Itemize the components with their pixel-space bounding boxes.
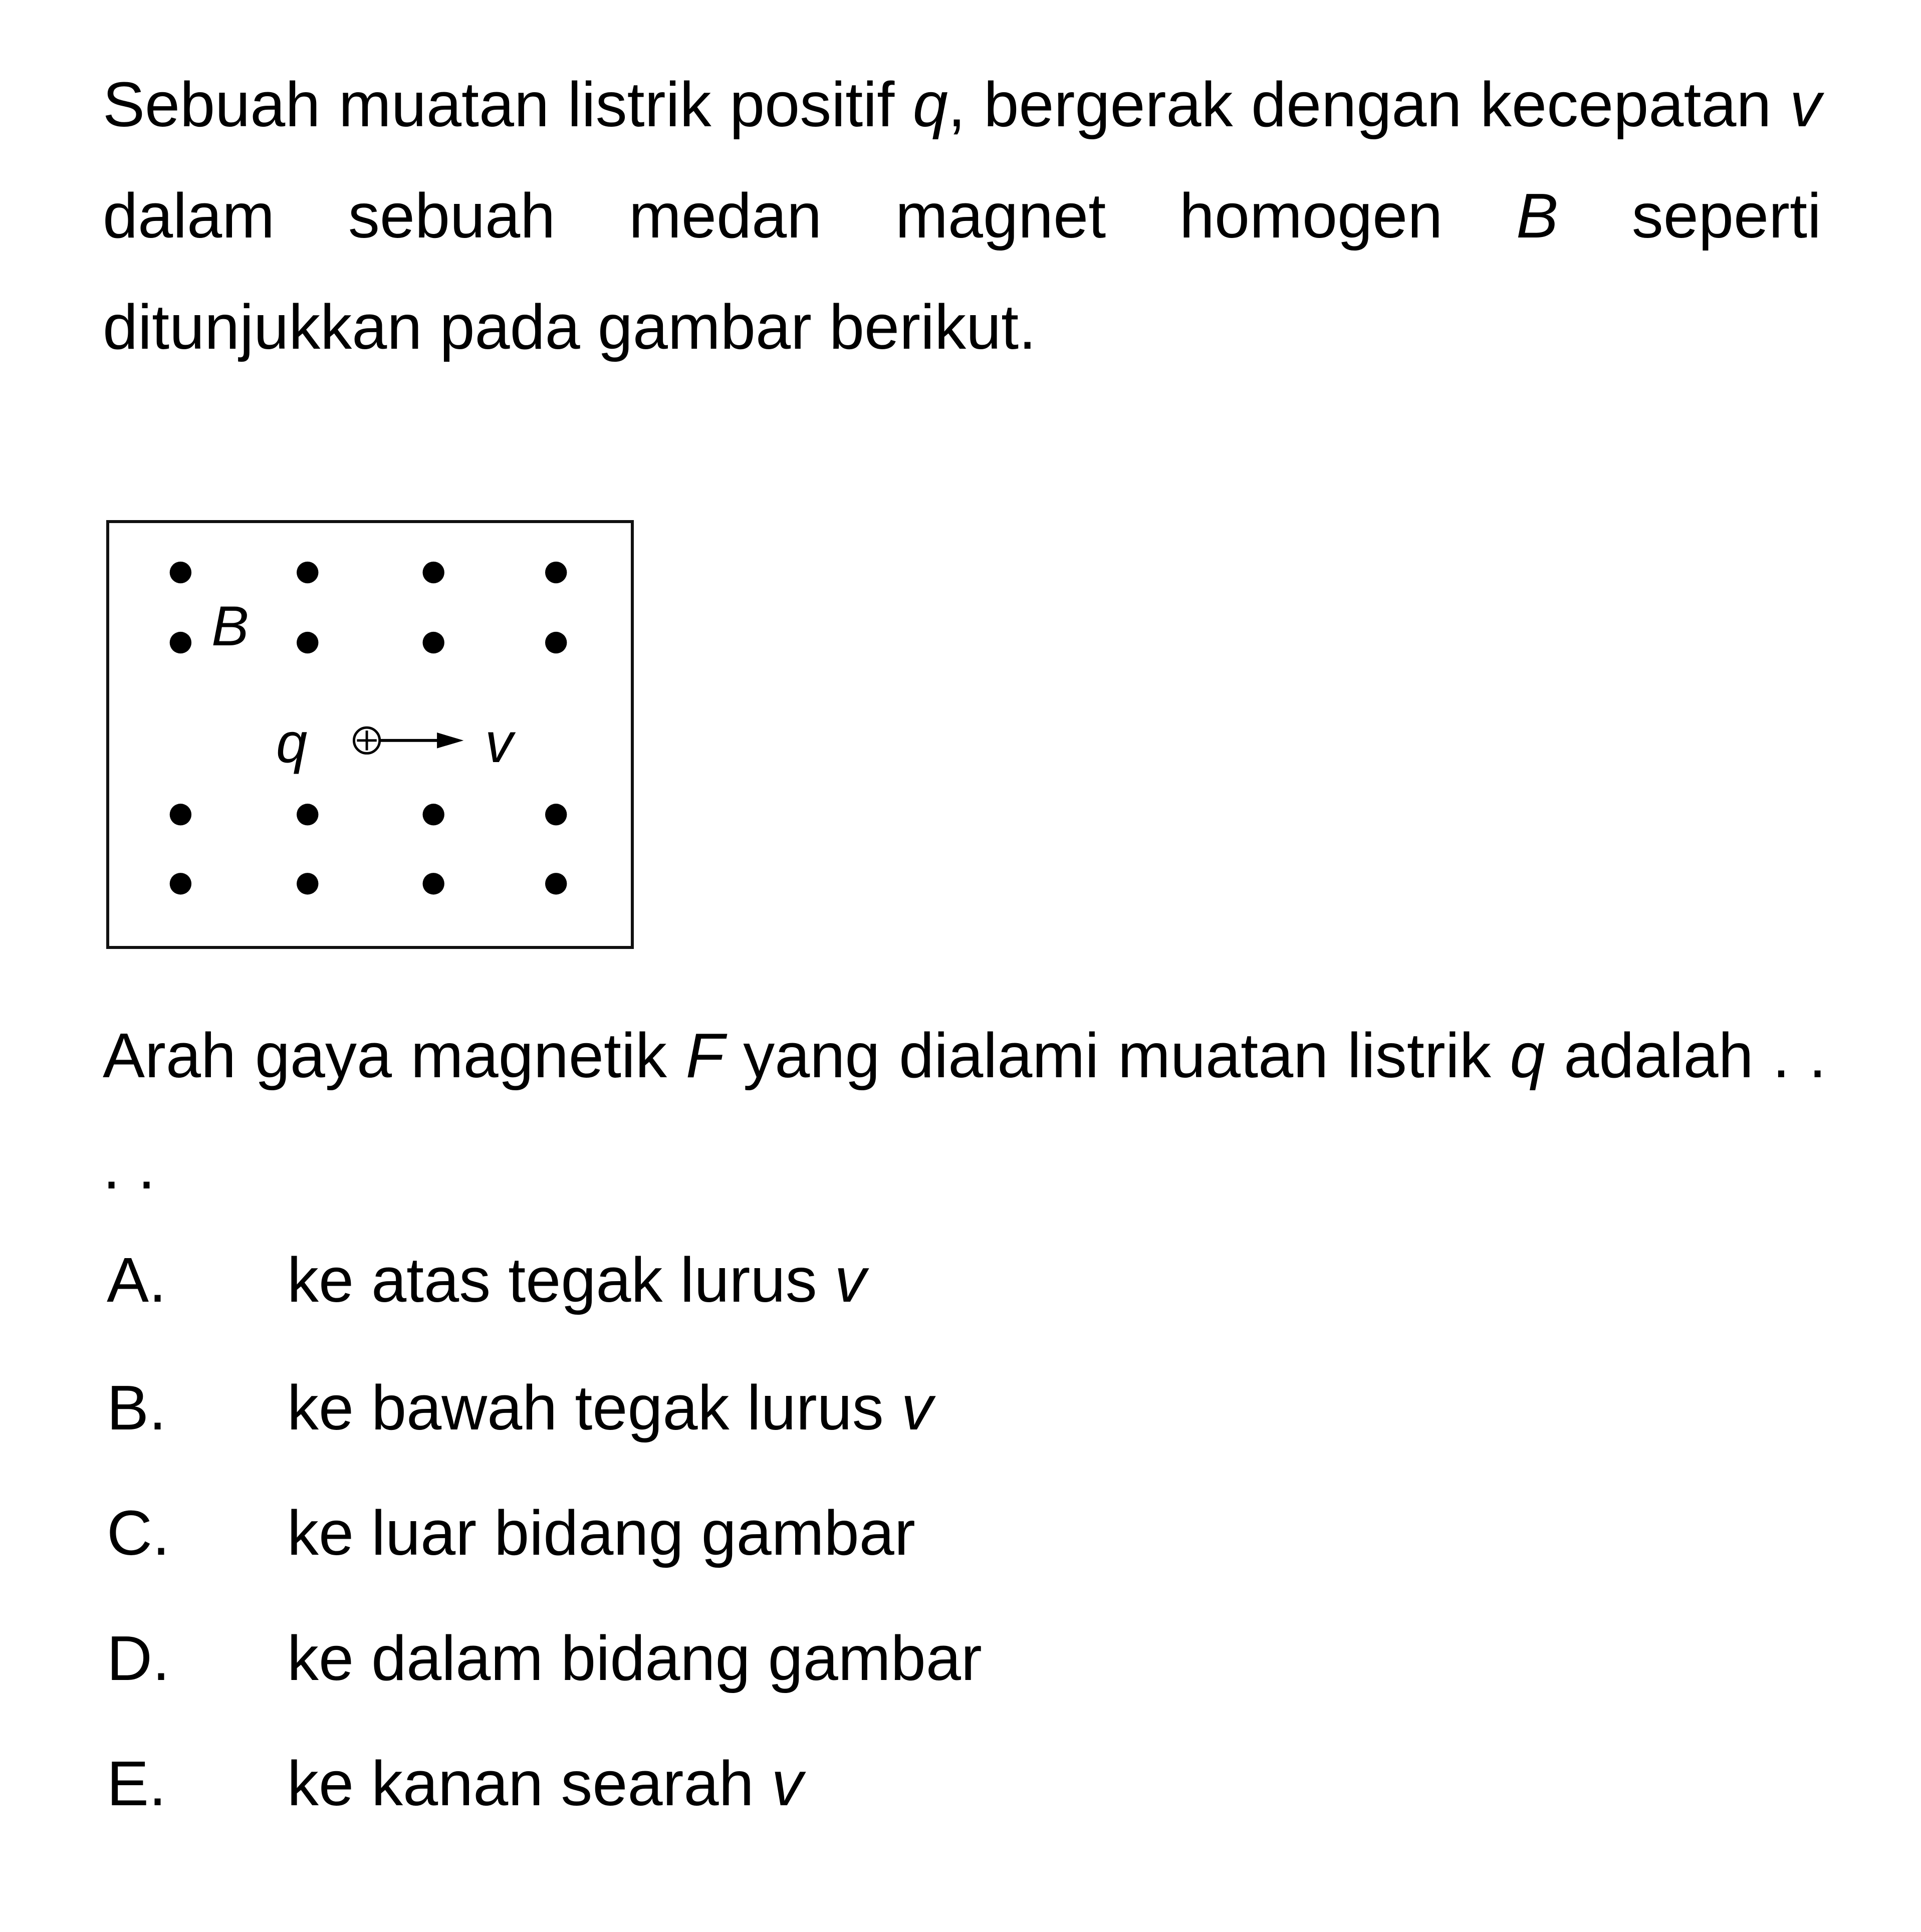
intro-text-4: seperti ditunjukkan pada gambar berikut. [103, 180, 1821, 362]
field-dot [297, 632, 318, 653]
question-text-3: adalah . . . . [103, 1020, 1827, 1202]
charge-symbol: q [1510, 1020, 1545, 1091]
question-text-1: Arah gaya magnetik [103, 1020, 686, 1091]
option-text: ke atas tegak lurus [287, 1245, 835, 1315]
field-dot [545, 632, 567, 653]
field-dot [170, 873, 191, 894]
answer-option-a[interactable] [107, 1230, 866, 1330]
field-label: B [211, 595, 249, 657]
option-variable: v [834, 1245, 866, 1315]
intro-text-1: Sebuah muatan listrik positif [103, 69, 913, 140]
force-symbol: F [685, 1020, 725, 1091]
intro-text-2: , bergerak dengan kecepatan [947, 69, 1790, 140]
option-letter: E. [107, 1748, 167, 1819]
answer-option-c[interactable] [107, 1483, 915, 1583]
field-symbol: B [1516, 180, 1559, 251]
field-dot [170, 632, 191, 653]
field-dot [423, 804, 444, 825]
field-dot [545, 804, 567, 825]
option-text: ke luar bidang gambar [287, 1498, 915, 1568]
question-text [103, 1000, 1826, 1223]
velocity-symbol: v [1790, 69, 1821, 140]
field-diagram [109, 523, 631, 946]
field-dot [423, 632, 444, 653]
option-text: ke dalam bidang gambar [287, 1623, 982, 1694]
field-dot [297, 873, 318, 894]
velocity-arrow-head [437, 733, 463, 749]
question-text-2: yang dialami muatan listrik [724, 1020, 1510, 1091]
field-dot [423, 873, 444, 894]
option-letter: B. [107, 1372, 167, 1443]
field-dot [297, 804, 318, 825]
velocity-label: v [485, 711, 513, 774]
option-letter: D. [107, 1623, 170, 1694]
field-dot [170, 562, 191, 583]
answer-option-d[interactable] [107, 1608, 982, 1709]
field-dot [423, 562, 444, 583]
field-dot [297, 562, 318, 583]
option-variable: v [901, 1372, 933, 1443]
charge-label: q [276, 711, 308, 774]
answer-option-e[interactable] [107, 1734, 803, 1834]
field-dot [170, 804, 191, 825]
answer-option-b[interactable] [107, 1358, 933, 1458]
intro-text-3: dalam sebuah medan magnet homogen [103, 180, 1517, 251]
option-letter: A. [107, 1245, 167, 1315]
field-dot [545, 562, 567, 583]
field-dot [545, 873, 567, 894]
option-text: ke kanan searah [287, 1748, 772, 1819]
magnetic-field-figure [106, 520, 634, 949]
charge-and-velocity [354, 728, 463, 753]
problem-statement [103, 49, 1821, 383]
charge-symbol: q [912, 69, 948, 140]
option-variable: v [771, 1748, 803, 1819]
option-text: ke bawah tegak lurus [287, 1372, 901, 1443]
option-letter: C. [107, 1498, 170, 1568]
